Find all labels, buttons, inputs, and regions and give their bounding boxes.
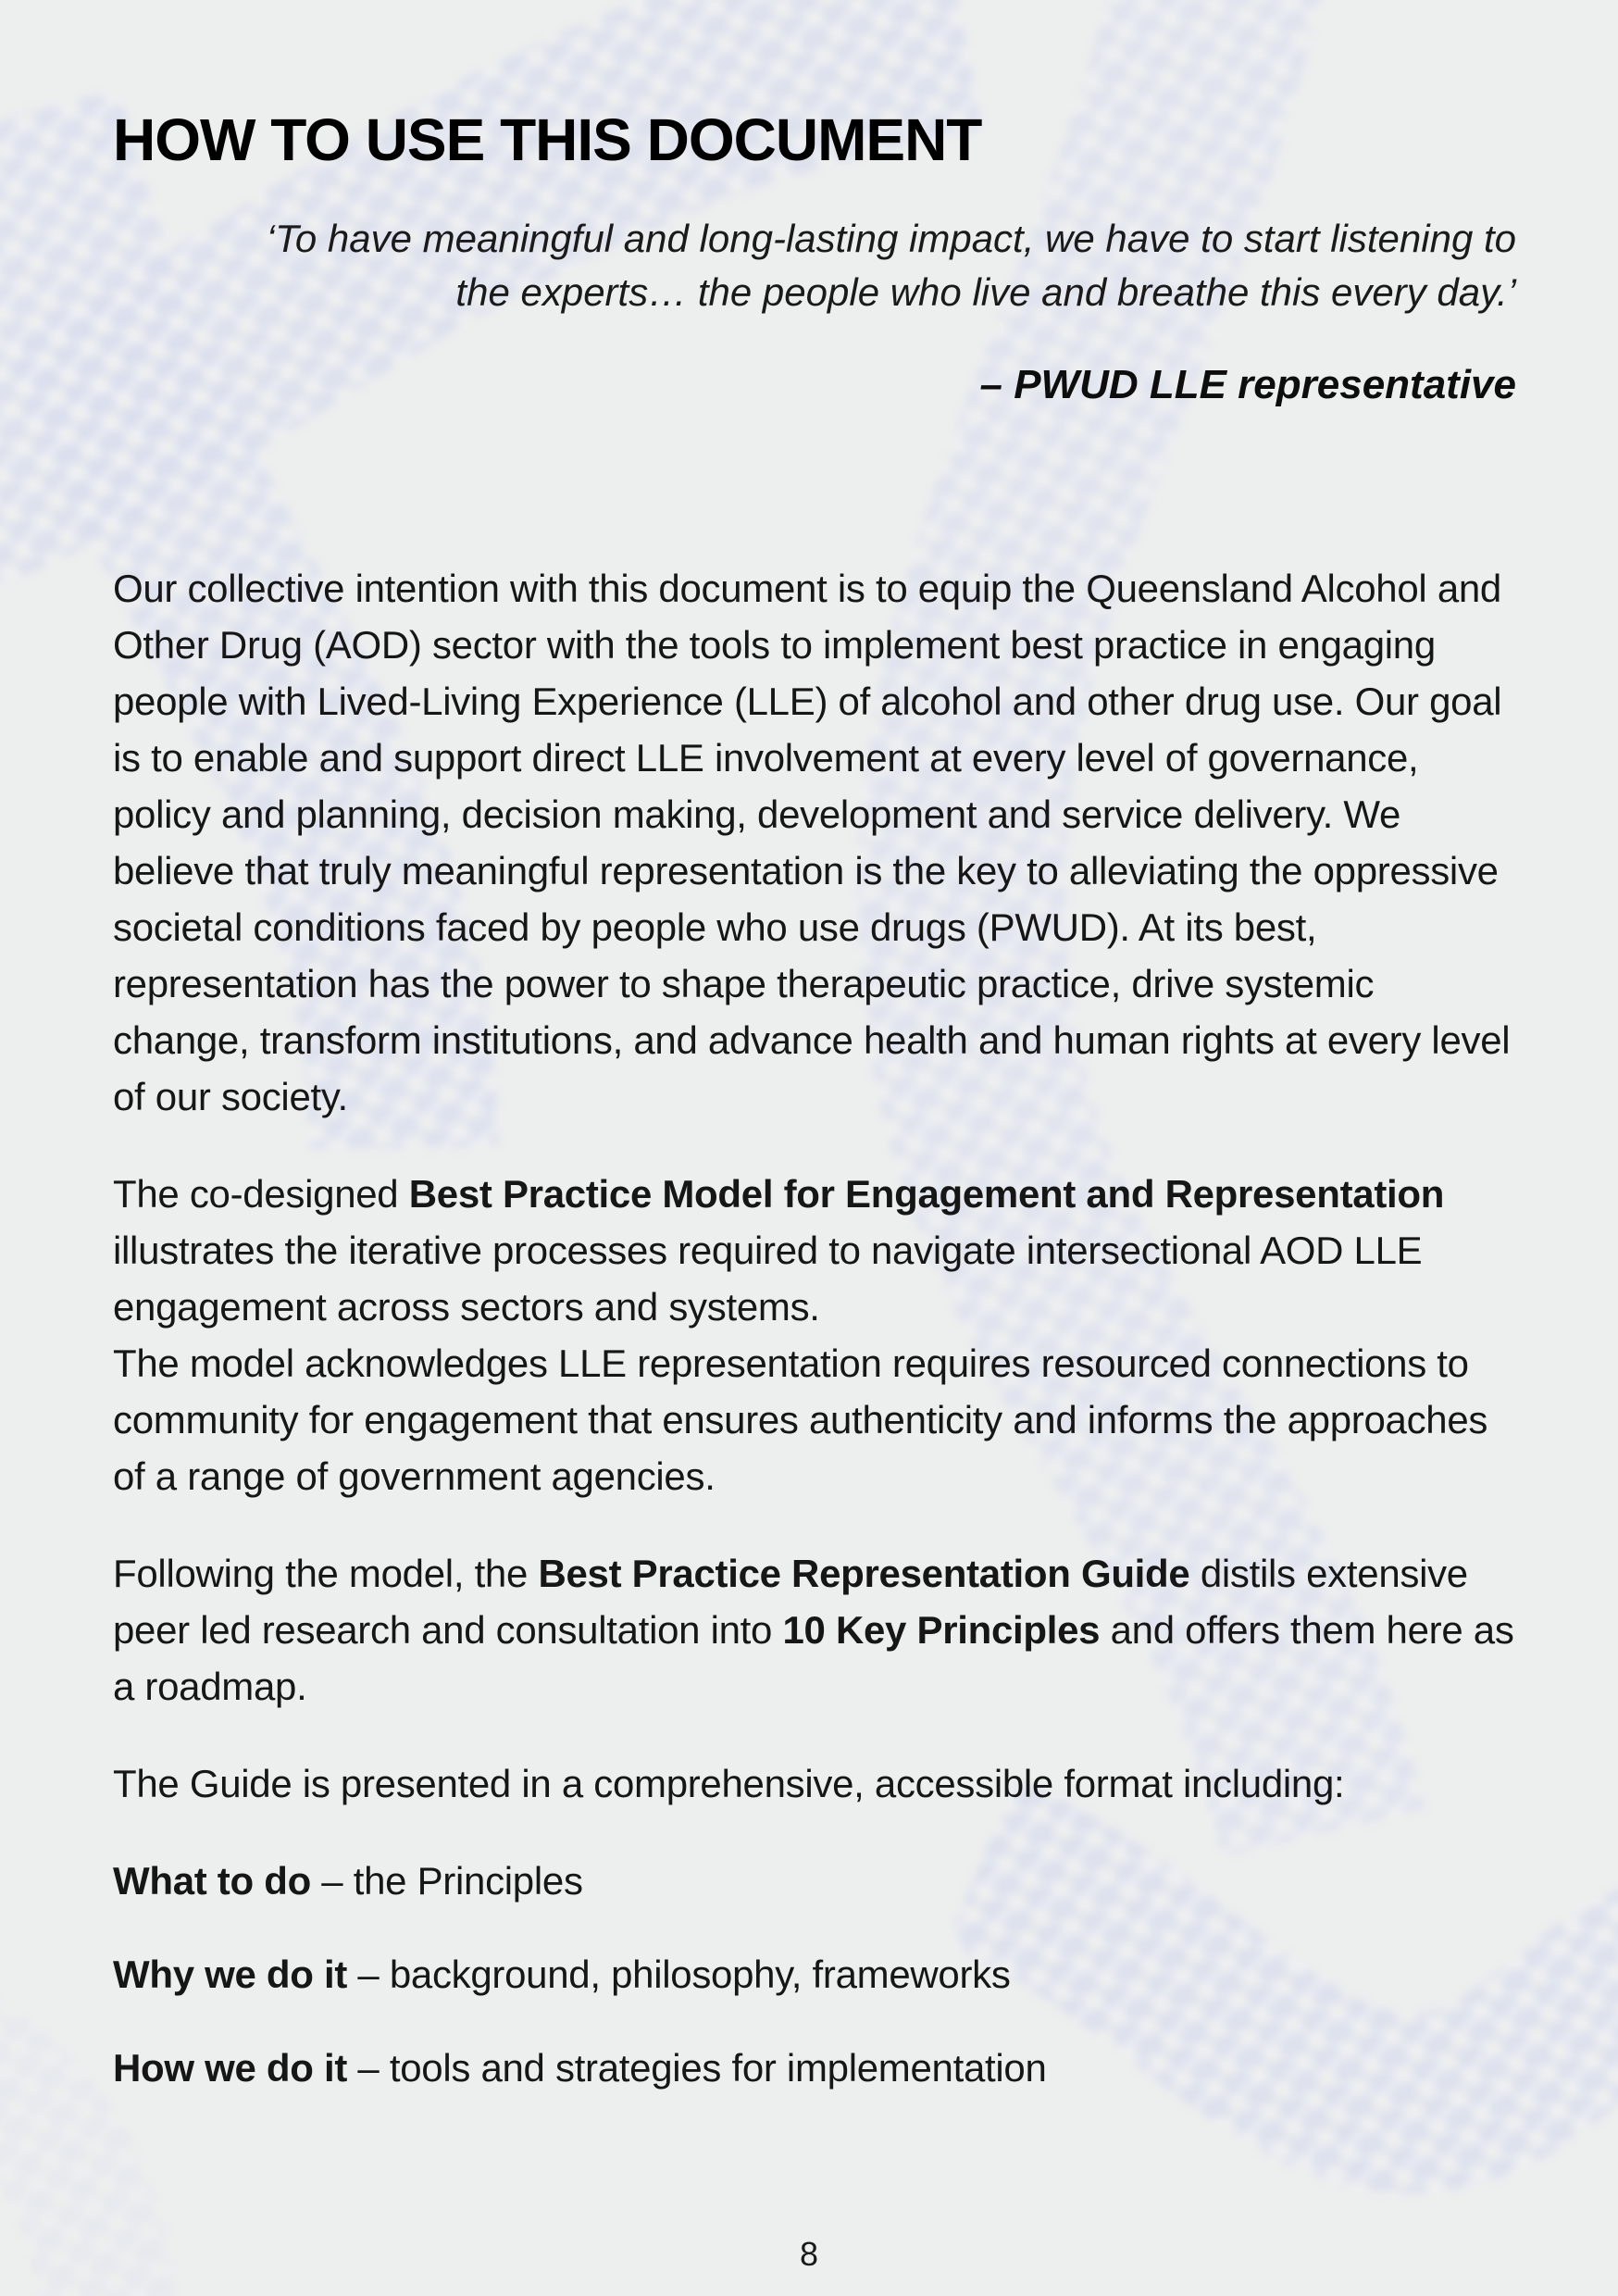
model-title-bold: Best Practice Model for Engagement and Representation: [408, 1172, 1445, 1216]
guide-title-bold: Best Practice Representation Guide: [538, 1552, 1190, 1595]
guide-item-what-description: – the Principles: [310, 1859, 583, 1903]
guide-item-how: [113, 2040, 1516, 2096]
page-title: HOW TO USE THIS DOCUMENT: [113, 106, 982, 173]
guide-item-why: [113, 1946, 1516, 2003]
paragraph-guide-lead: Following the model, the: [113, 1552, 539, 1595]
page-content: [113, 0, 1516, 2133]
key-principles-bold: 10 Key Principles: [782, 1608, 1101, 1652]
paragraph-guide-tail: and offers them here as a roadmap.: [113, 1608, 1514, 1708]
quote-attribution: – PWUD LLE representative: [979, 362, 1516, 407]
guide-item-how-description: – tools and strategies for implementation: [347, 2046, 1047, 2090]
paragraph-model-lead: The co-designed: [113, 1172, 409, 1216]
quote-line-1: ‘To have meaningful and long-lasting impact, we have to start listening to: [266, 217, 1516, 260]
paragraph-guide: [113, 1545, 1516, 1715]
paragraph-model: [113, 1166, 1516, 1504]
pull-quote: [113, 212, 1516, 414]
paragraph-intro: Our collective intention with this document is to equip the Queensland Alcohol and Other Drug (AOD) sector with the tools to implement best practice in engaging people with Lived-Living Experience (LLE) of alcohol and other drug use. Our goal is to enable and support direct LLE involvement at every level of governance, policy and planning, decision making, development and service delivery. We believe that truly meaningful representation is the key to alleviating the oppressive societal conditions faced by people who use drugs (PWUD). At its best, representation has the power to shape therapeutic practice, drive systemic change, transform institutions, and advance health and human rights at every level of our society.: [113, 567, 1511, 1118]
guide-item-what-label: What to do: [113, 1859, 311, 1903]
paragraph-model-tail: The model acknowledges LLE representation requires resourced connections to community for engagement that ensures authenticity and informs the approaches of a range of government agencies.: [113, 1341, 1488, 1498]
quote-line-2: the experts… the people who live and breathe this every day.’: [455, 270, 1516, 314]
paragraph-guide-mid: distils extensive peer led research and consultation into: [113, 1552, 1468, 1652]
guide-item-how-label: How we do it: [113, 2046, 348, 2090]
guide-item-why-description: – background, philosophy, frameworks: [347, 1953, 1011, 1996]
guide-item-what: [113, 1853, 1516, 1909]
paragraph-model-mid: illustrates the iterative processes required to navigate intersectional AOD LLE engagement across sectors and systems.: [113, 1229, 1423, 1329]
page-number: 8: [799, 2235, 819, 2273]
guide-item-why-label: Why we do it: [113, 1953, 348, 1996]
paragraph-format: The Guide is presented in a comprehensive, accessible format including:: [113, 1762, 1345, 1805]
